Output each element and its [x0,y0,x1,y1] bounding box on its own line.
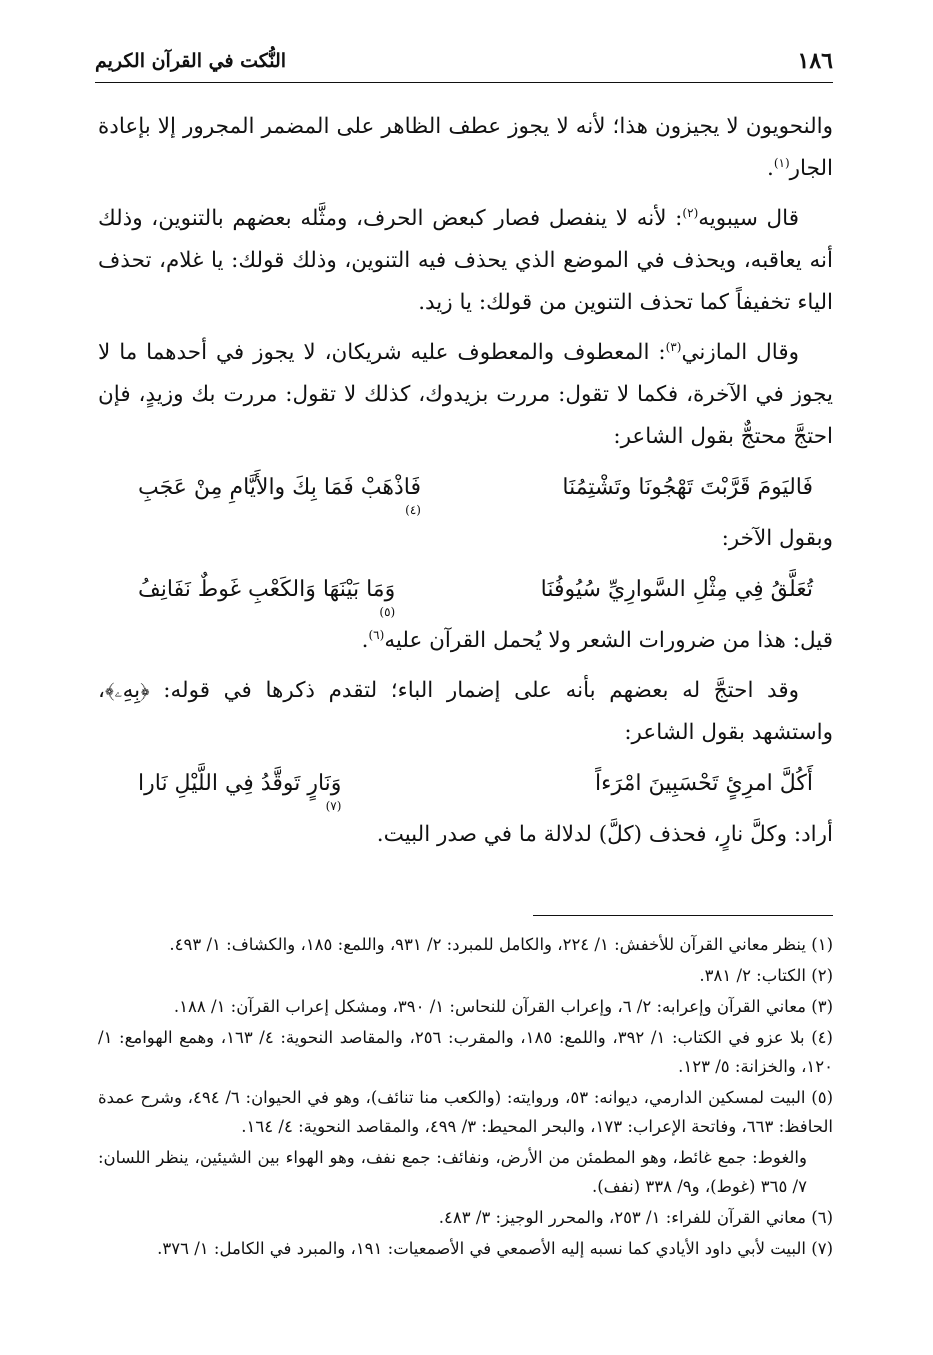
paragraph-1-end: . [766,156,774,181]
verse-1-first-hemistich: فَاليَومَ قَرَّبْتَ تَهْجُونَا وتَشْتِمُنَا [562,475,813,500]
paragraph-3-lead: وقال المازني [681,340,799,365]
verse-2-second-hemistich: وَمَا بَيْنَهَا وَالكَعْبِ غَوطٌ نَفَانِفُ [138,577,396,602]
paragraph-3-text: : المعطوف والمعطوف عليه شريكان، لا يجوز في أحدهما ما لا يجوز في الآخرة، فكما لا تقول: مررت بزيدوك، كذلك لا تقول: مررت بك وزيدٍ، فإن احتجَّ محتجٌّ بقول الشاعر: [98,340,833,449]
verse-3 [138,762,813,813]
paragraph-2-text: : لأنه لا ينفصل فصار كبعض الحرف، ومثَّله بعضهم بالتنوين، وذلك أنه يعاقبه، ويحذف في الموضع الذي يحذف فيه التنوين، وذلك قولك: يا غلام، تحذف الياء تخفيفاً كما تحذف التنوين من قولك: يا زيد. [98,206,833,315]
footnote-5-continuation: والغوط: جمع غائط، وهو المطمئن من الأرض، ونفائف: جمع نفف، وهو الهواء بين الشيئين، ينظر اللسان: ٧/ ٣٦٥ (غوط)، و٩/ ٣٣٨ (نفف). [98,1148,807,1196]
paragraph-5 [98,620,833,662]
paragraph-2-lead: قال سيبويه [698,206,799,231]
main-text [98,106,833,864]
paragraph-1-text: والنحويون لا يجيزون هذا؛ لأنه لا يجوز عطف الظاهر على المضمر المجرور إلا بإعادة الجار [98,114,833,181]
verse-2 [138,568,813,619]
footnote-ref-3: (٣) [665,339,682,354]
verse-3-second-hemistich: وَنَارٍ تَوقَّدُ فِي اللَّيْلِ نَارا [138,771,342,796]
verse-1 [138,466,813,517]
footnotes [98,930,833,1265]
footnote-6: (٦) معاني القرآن للفراء: ١/ ٢٥٣، والمحرر الوجيز: ٣/ ٤٨٣. [438,1208,833,1227]
footnote-ref-6: (٦) [368,627,385,642]
paragraph-4: وبقول الآخر: [721,526,833,551]
footnote-separator [533,915,833,916]
paragraph-3 [98,332,833,458]
paragraph-2 [98,198,833,324]
verse-1-second-hemistich: فَاذْهَبْ فَمَا بِكَ والأَيَّامِ مِنْ عَجَبِ [138,475,421,500]
footnote-2: (٢) الكتاب: ٢/ ٣٨١. [699,966,833,985]
footnote-3: (٣) معاني القرآن وإعرابه: ٢/ ٦، وإعراب القرآن للنحاس: ١/ ٣٩٠، ومشكل إعراب القرآن: ١/ ١٨٨. [173,997,833,1016]
running-title: النُّكت في القرآن الكريم [95,50,287,72]
paragraph-5-text: قيل: هذا من ضرورات الشعر ولا يُحمل القرآن عليه [384,628,833,653]
page-number: ١٨٦ [797,48,833,74]
paragraph-7: أراد: وكلَّ نارٍ، فحذف (كلَّ) لدلالة ما في صدر البيت. [376,822,833,847]
footnote-5: (٥) البيت لمسكين الدارمي، ديوانه: ٥٣، وروايته: (والكعب منا تنائف)، وهو في الحيوان: ٦/ ٤٩٤، وشرح عمدة الحافظ: ٦٦٣، وفاتحة الإعراب: ١٧٣، والبحر المحيط: ٣/ ٤٩٩، والمقاصد النحوية: ٤/ ١٦٤. [98,1088,833,1136]
page-header [95,48,833,83]
footnote-7: (٧) البيت لأبي داود الأيادي كما نسبه إليه الأصمعي في الأصمعيات: ١٩١، والمبرد في الكامل: ١/ ٣٧٦. [157,1239,833,1258]
footnote-1: (١) ينظر معاني القرآن للأخفش: ١/ ٢٢٤، والكامل للمبرد: ٢/ ٩٣١، واللمع: ١٨٥، والكشاف: ١/ ٤٩٣. [169,935,833,954]
paragraph-1 [98,106,833,190]
footnote-ref-2: (٢) [682,205,699,220]
footnote-4: (٤) بلا عزو في الكتاب: ١/ ٣٩٢، واللمع: ١٨٥، والمقرب: ٢٥٦، والمقاصد النحوية: ٤/ ١٦٣، وهمع الهوامع: ١/ ١٢٠، والخزانة: ٥/ ١٢٣. [98,1028,833,1076]
verse-3-first-hemistich: أَكُلَّ امرِئٍ تَحْسَبِينَ امْرَءاً [595,771,813,796]
footnote-ref-1: (١) [773,155,790,170]
verse-2-second-hemistich-wrap: وَمَا بَيْنَهَا وَالكَعْبِ غَوطٌ نَفَانِفُ (٥) [138,568,395,612]
verse-3-second-hemistich-wrap: وَنَارٍ تَوقَّدُ فِي اللَّيْلِ نَارا (٧) [138,762,341,806]
paragraph-5-end: . [361,628,369,653]
paragraph-6: وقد احتجَّ له بعضهم بأنه على إضمار الباء؛ لتقدم ذكرها في قوله: ﴿بِهِۦ﴾، واستشهد بقول الشاعر: [98,678,833,745]
verse-2-first-hemistich: تُعَلَّقُ فِي مِثْلِ السَّوارِيِّ سُيُوفُنَا [540,577,813,602]
verse-1-second-hemistich-wrap: فَاذْهَبْ فَمَا بِكَ والأَيَّامِ مِنْ عَجَبِ (٤) [138,466,421,510]
